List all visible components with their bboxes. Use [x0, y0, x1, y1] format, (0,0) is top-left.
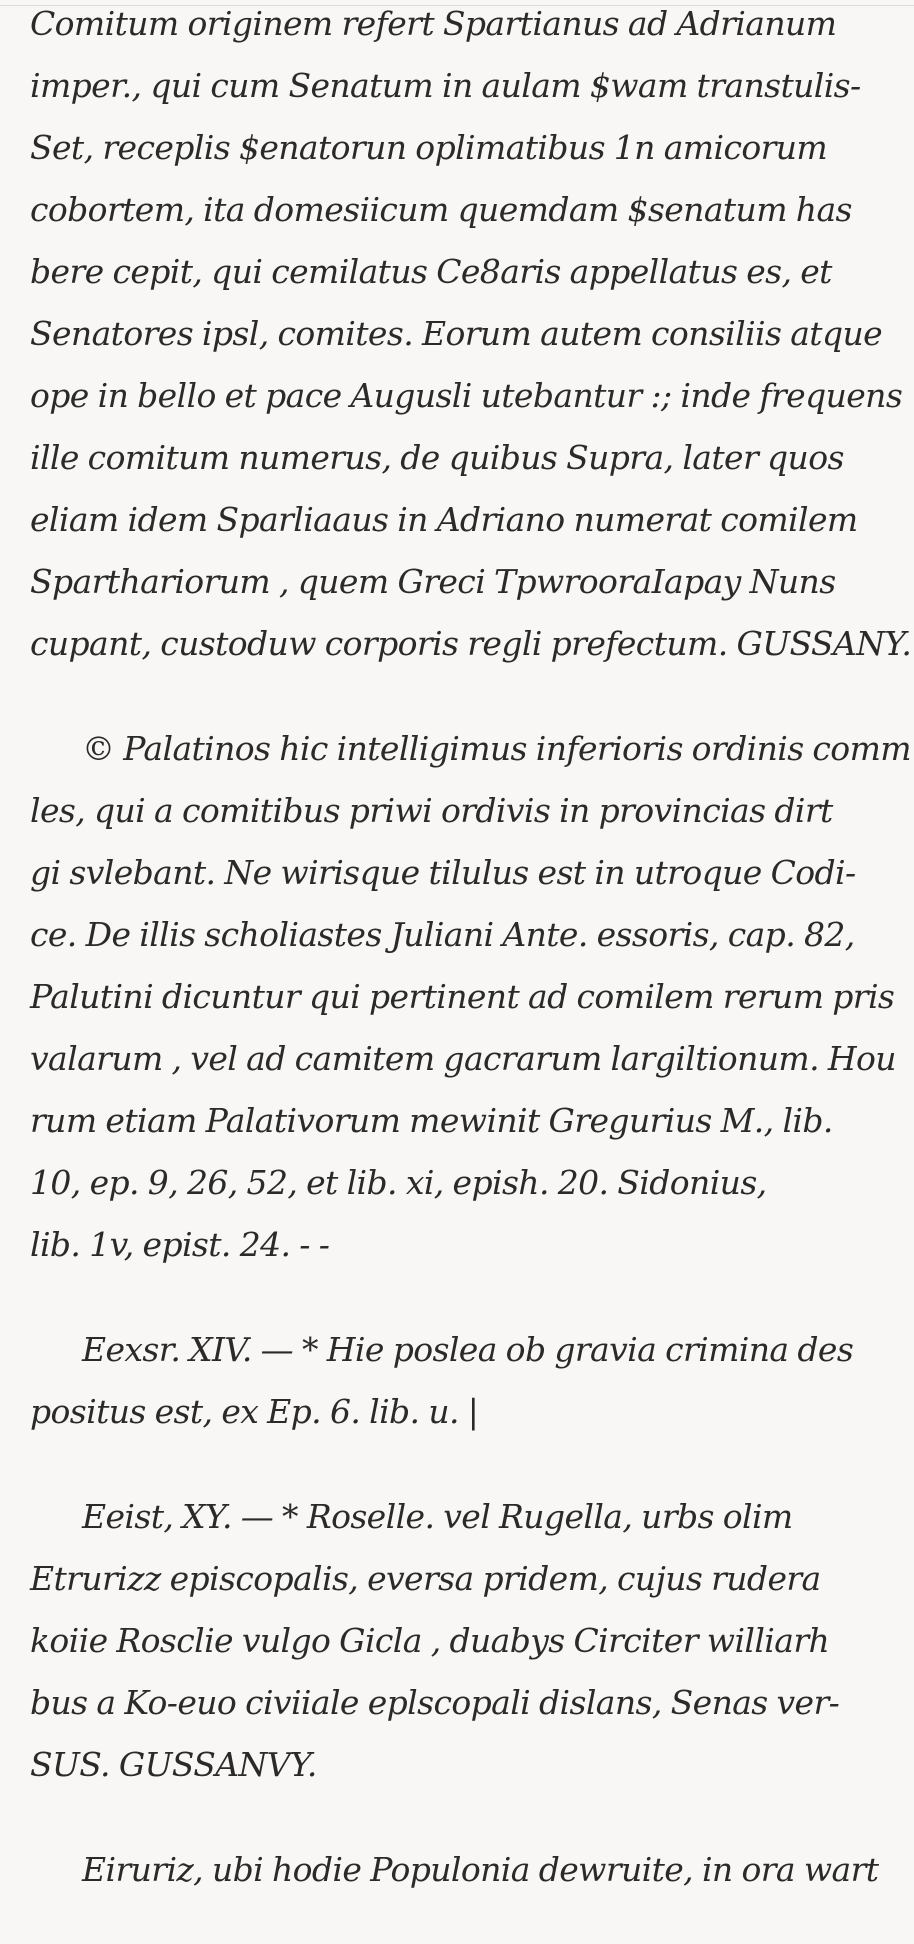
text-line: lib. 1v, epist. 24. - -	[30, 1225, 330, 1264]
text-line: Senatores ipsl, comites. Eorum autem consiliis atque	[30, 314, 883, 353]
text-line: bere cepit, qui cemilatus Ce8aris appellatus es, et	[30, 252, 832, 291]
text-line: 10, ep. 9, 26, 52, et lib. xi, epish. 20. Sidonius,	[30, 1163, 767, 1202]
text-line: cupant, custoduw corporis regli prefectum. GUSSANY.	[30, 624, 912, 663]
text-line: koiie Rosclie vulgo Gicla , duabys Circiter williarh	[30, 1621, 830, 1660]
text-line: ce. De illis scholiastes Juliani Ante. essoris, cap. 82,	[30, 915, 855, 954]
text-line: valarum , vel ad camitem gacrarum largiltionum. Hou	[30, 1039, 896, 1078]
text-line: gi svlebant. Ne wirisque tilulus est in utroque Codi-	[30, 853, 856, 892]
paragraph-5	[30, 1839, 900, 1901]
reader-page	[30, 0, 912, 1944]
text-line: bus a Ko-euo civiiale eplscopali dislans, Senas ver-	[30, 1683, 840, 1722]
paragraph-4	[30, 1486, 900, 1796]
text-line: Eexsr. XIV. — * Hie poslea ob gravia crimina des	[82, 1330, 854, 1369]
text-line: © Palatinos hic intelligimus inferioris ordinis comm	[82, 729, 911, 768]
text-line: rum etiam Palativorum mewinit Gregurius M., lib.	[30, 1101, 833, 1140]
text-line: Etrurizz episcopalis, eversa pridem, cujus rudera	[30, 1559, 821, 1598]
text-line: Set, receplis $enatorun oplimatibus 1n amicorum	[30, 128, 828, 167]
text-line: cobortem, ita domesiicum quemdam $senatum has	[30, 190, 852, 229]
text-line: SUS. GUSSANVY.	[30, 1745, 317, 1784]
text-line: eliam idem Sparliaaus in Adriano numerat comilem	[30, 500, 858, 539]
text-line: imper., qui cum Senatum in aulam $wam transtulis-	[30, 66, 861, 105]
text-line: Sparthariorum , quem Greci TpwrooraIapay Nuns	[30, 562, 836, 601]
text-line: Eeist, XY. — * Roselle. vel Rugella, urbs olim	[82, 1497, 793, 1536]
paragraph-2	[30, 718, 911, 1276]
paragraph-1	[30, 0, 912, 675]
text-line: positus est, ex Ep. 6. lib. u. |	[30, 1392, 479, 1431]
text-line: ille comitum numerus, de quibus Supra, later quos	[30, 438, 844, 477]
text-line: Eiruriz, ubi hodie Populonia dewruite, in ora wart	[82, 1850, 879, 1889]
text-line: les, qui a comitibus priwi ordivis in provincias dirt	[30, 791, 833, 830]
text-line: Comitum originem refert Spartianus ad Adrianum	[30, 4, 837, 43]
text-line: ope in bello et pace Augusli utebantur :; inde frequens	[30, 376, 903, 415]
paragraph-3	[30, 1319, 900, 1443]
text-line: Palutini dicuntur qui pertinent ad comilem rerum pris	[30, 977, 895, 1016]
